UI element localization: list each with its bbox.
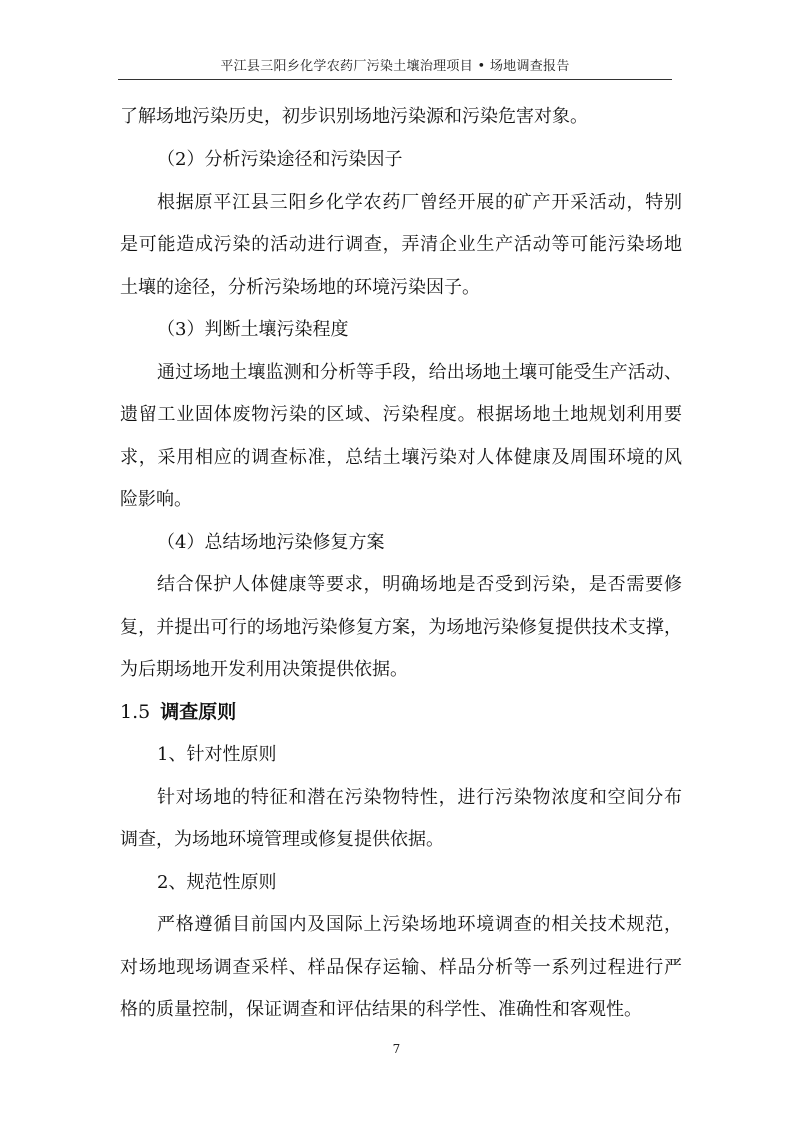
section-number: 1.5 — [120, 701, 151, 723]
subheading-summary: （4）总结场地污染修复方案 — [157, 532, 385, 553]
header-divider — [118, 79, 672, 80]
subheading-targeted: 1、针对性原则 — [157, 744, 277, 765]
paragraph-line: 针对场地的特征和潜在污染物特性，进行污染物浓度和空间分布 — [157, 787, 682, 808]
paragraph-line: 土壤的途径，分析污染场地的环境污染因子。 — [120, 277, 480, 298]
paragraph-line: 结合保护人体健康等要求，明确场地是否受到污染，是否需要修 — [157, 574, 682, 595]
paragraph-line: 是可能造成污染的活动进行调查，弄清企业生产活动等可能污染场地 — [120, 234, 682, 255]
paragraph-line: 格的质量控制，保证调查和评估结果的科学性、准确性和客观性。 — [120, 999, 642, 1020]
subheading-judge: （3）判断土壤污染程度 — [157, 319, 349, 340]
paragraph-line: 复，并提出可行的场地污染修复方案，为场地污染修复提供技术支撑， — [120, 617, 682, 638]
section-title: 调查原则 — [160, 701, 237, 723]
paragraph-line: 通过场地土壤监测和分析等手段，给出场地土壤可能受生产活动、 — [157, 362, 682, 383]
page-number: 7 — [392, 1042, 401, 1056]
subheading-normative: 2、规范性原则 — [157, 872, 277, 893]
page-header: 平江县三阳乡化学农药厂污染土壤治理项目 • 场地调查报告 — [220, 59, 570, 74]
paragraph-line: 了解场地污染历史，初步识别场地污染源和污染危害对象。 — [120, 106, 588, 127]
paragraph-line: 对场地现场调查采样、样品保存运输、样品分析等一系列过程进行严 — [120, 957, 682, 978]
paragraph-line: 调查，为场地环境管理或修复提供依据。 — [120, 829, 444, 850]
paragraph-line: 险影响。 — [120, 489, 192, 510]
paragraph-line: 根据原平江县三阳乡化学农药厂曾经开展的矿产开采活动，特别 — [157, 192, 682, 213]
paragraph-line: 为后期场地开发利用决策提供依据。 — [120, 659, 408, 680]
paragraph-line: 求，采用相应的调查标准，总结土壤污染对人体健康及周围环境的风 — [120, 447, 682, 468]
paragraph-line: 严格遵循目前国内及国际上污染场地环境调查的相关技术规范， — [157, 914, 682, 935]
subheading-analysis: （2）分析污染途径和污染因子 — [157, 149, 403, 170]
section-heading — [120, 700, 236, 724]
paragraph-line: 遗留工业固体废物污染的区域、污染程度。根据场地土地规划利用要 — [120, 404, 682, 425]
